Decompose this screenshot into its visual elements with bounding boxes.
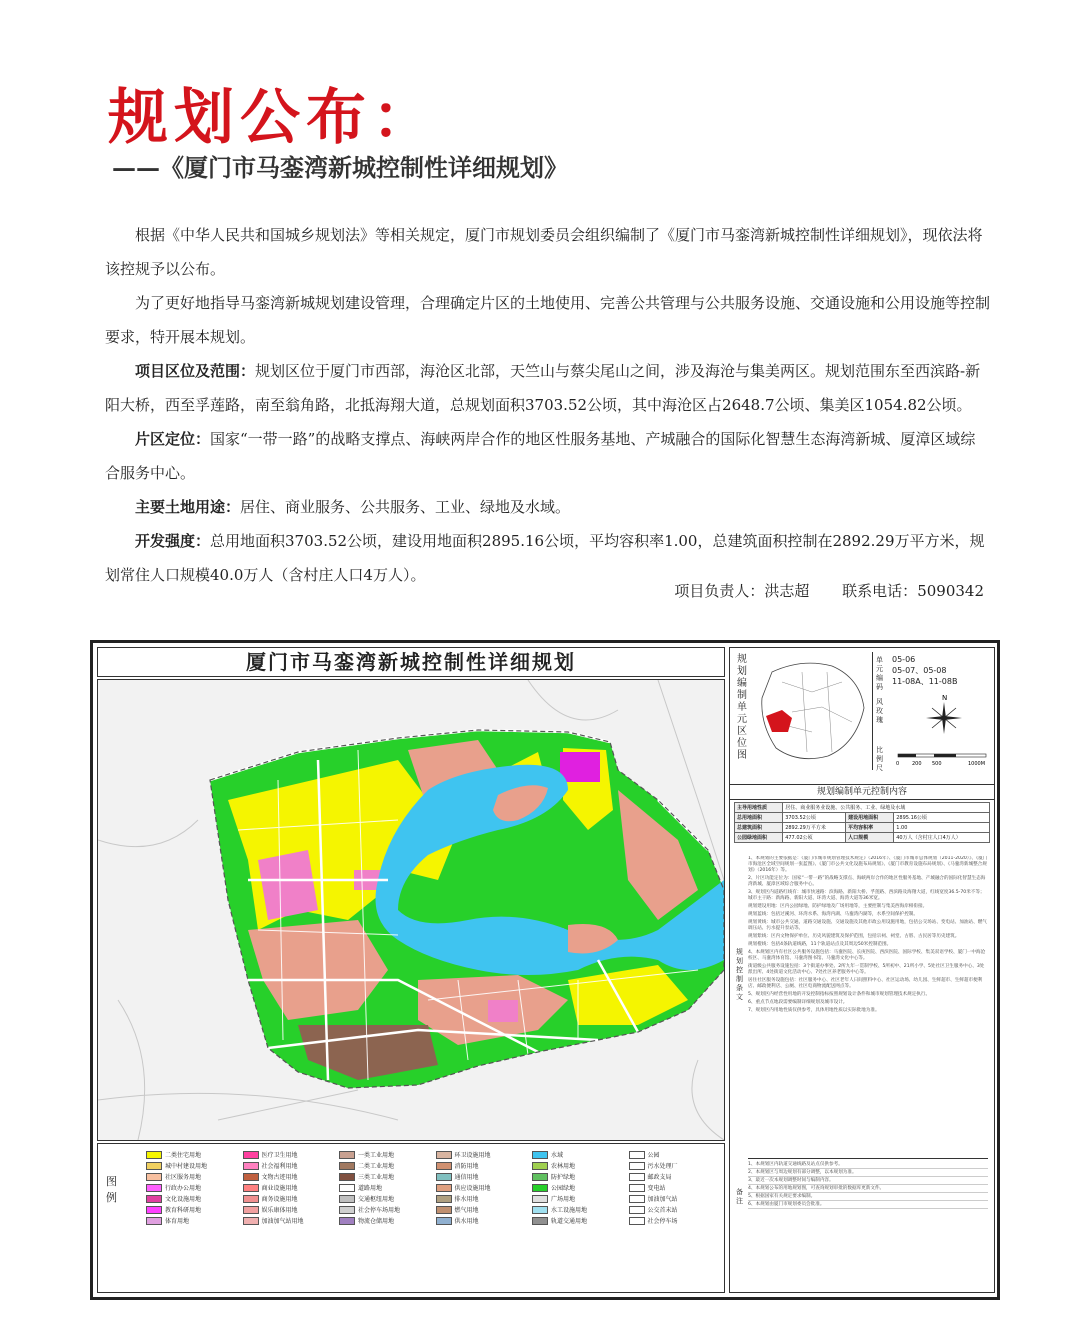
- legend-item: [243, 1150, 336, 1159]
- legend-swatch: [243, 1195, 259, 1203]
- table-cell: 平均容积率: [846, 823, 894, 833]
- note-item: 2、本规划区与周边规划有部分调整，以本规划为准。: [748, 1170, 988, 1177]
- legend-item-label: 文物古迹用地: [261, 1174, 298, 1181]
- scale-tick: 500: [932, 761, 942, 767]
- control-table: [734, 802, 990, 843]
- legend-swatch: [339, 1184, 355, 1192]
- scale-tick: 1000M: [968, 761, 986, 767]
- legend-item: [436, 1194, 529, 1203]
- legend-item: [436, 1172, 529, 1181]
- legend-item-label: 轨道交通用地: [551, 1218, 588, 1225]
- announcement-title: 规划公布：: [108, 83, 438, 153]
- legend-item-label: 加油加气站用地: [261, 1218, 304, 1225]
- legend-swatch: [339, 1173, 355, 1181]
- legend-item-label: 邮政支局: [647, 1174, 672, 1181]
- legend-grid: [146, 1150, 721, 1225]
- legend-item: [532, 1150, 625, 1159]
- legend-item: [146, 1216, 239, 1225]
- clause-item: 街道级公共服务设施包括：3个街道办事处、2所九年一贯制学校、5所初中、21所小学、5处社区卫生服务中心、3处派出所、4处街道文化活动中心、7处社区养老服务中心等。: [748, 964, 985, 975]
- legend-item-label: 水域: [551, 1152, 564, 1159]
- clause-item: 居住社区服务设施包括：社区服务中心、社区老年人日间照料中心、社区运动场、幼儿园、生鲜超市、生鲜超市便利店、邮政便利店、公厕、社区电商物流配送网点等。: [748, 978, 983, 989]
- unit-code-line: 11-08A、11-08B: [892, 677, 958, 686]
- legend-item: [146, 1150, 239, 1159]
- phone-label: 联系电话：: [842, 582, 918, 600]
- legend-item-label: 行政办公用地: [165, 1185, 202, 1192]
- legend-item-label: 水工设施用地: [551, 1207, 588, 1214]
- north-marker: N: [942, 694, 948, 702]
- legend-swatch: [629, 1206, 645, 1214]
- legend-item: [243, 1194, 336, 1203]
- legend-swatch: [532, 1173, 548, 1181]
- land-use-map-drawing: [98, 680, 724, 1140]
- legend-item-label: 城中村建设用地: [165, 1163, 208, 1170]
- legend-swatch: [146, 1206, 162, 1214]
- control-clauses: [748, 856, 988, 1156]
- landuse-paragraph: [105, 490, 990, 524]
- clause-item: 3、规划区内道路红线有：城市快速路：滨海路、新阳大桥、孚莲路、西滨路及海翔大道，红线宽度36.5-70米不等；城市主干路：新海路、新阳大道、环湾大道、海湾大道等36米宽。: [748, 890, 985, 901]
- legend-item: [243, 1216, 336, 1225]
- note-item: 4、本规划公布的用地规划图，可查询规划审批的数据库更新文件。: [748, 1186, 988, 1193]
- notes-label: 备注: [736, 1188, 743, 1205]
- landuse-label: 主要土地用途：: [135, 498, 241, 516]
- plan-subtitle: ——《厦门市马銮湾新城控制性详细规划》: [112, 153, 568, 182]
- legend-swatch: [629, 1173, 645, 1181]
- landuse-text: 居住、商业服务、公共服务、工业、绿地及水域。: [240, 498, 571, 516]
- note-item: 5、根据国家有关规定要求编制。: [748, 1194, 988, 1201]
- intensity-text: 总用地面积3703.52公顷，建设用地面积2895.16公顷，平均容积率1.00，总建筑面积控制在2892.29万平方米，规划常住人口规模40.0万人（含村庄人口4万人）。: [105, 532, 985, 584]
- legend-item: [532, 1161, 625, 1170]
- legend-swatch: [243, 1184, 259, 1192]
- legend-swatch: [629, 1195, 645, 1203]
- legend-swatch: [532, 1151, 548, 1159]
- legend-item-label: 物流仓储用地: [358, 1218, 395, 1225]
- table-row: [735, 823, 990, 833]
- manager-name: 洪志超: [764, 582, 810, 600]
- clause-item: 规划建设用地：区内公园绿地、防护绿地及广场用地等，主要控制与集美西海岸相衔接。: [748, 904, 928, 909]
- table-cell: 2892.29万平方米: [783, 823, 846, 833]
- legend-swatch: [146, 1195, 162, 1203]
- legend-swatch: [532, 1184, 548, 1192]
- legend-item-label: 商务设施用地: [261, 1196, 298, 1203]
- legend-swatch: [146, 1184, 162, 1192]
- legend-item: [629, 1194, 722, 1203]
- legend-item: [532, 1183, 625, 1192]
- unit-code: [892, 654, 957, 687]
- legend-swatch: [532, 1162, 548, 1170]
- legend-swatch: [146, 1151, 162, 1159]
- legend-swatch: [436, 1217, 452, 1225]
- wind-rose-label: 风玫瑰: [876, 698, 883, 724]
- positioning-label: 片区定位：: [135, 430, 211, 448]
- clause-item: 4、本规划区内有社区公共服务设施包括：马銮医院、长庚医院、西滨医院、国际学校、集美双语学校、厦门一中海沧校区、马銮湾体育馆、马銮湾图书馆、马銮湾文化中心等。: [748, 950, 986, 961]
- legend-item: [629, 1183, 722, 1192]
- clause-item: 2、片区功能定位为：国家“一带一路”的战略支撑点、海峡两岸合作的地区性服务基地、产城融合的国际化智慧生态海湾新城、厦漳区域综合服务中心。: [748, 876, 986, 887]
- legend-swatch: [532, 1217, 548, 1225]
- legend-item: [436, 1150, 529, 1159]
- legend-item-label: 燃气用地: [454, 1207, 479, 1214]
- legend-item: [532, 1205, 625, 1214]
- note-item: 3、最近一次本规划调整时间与编制内容。: [748, 1178, 988, 1185]
- legend-item-label: 体育用地: [165, 1218, 190, 1225]
- legend-item-label: 排水用地: [454, 1196, 479, 1203]
- legend-swatch: [532, 1195, 548, 1203]
- legend-item-label: 加油加气站: [647, 1196, 678, 1203]
- legend-item-label: 二类工业用地: [358, 1163, 395, 1170]
- legend-swatch: [629, 1162, 645, 1170]
- legend-item: [339, 1183, 432, 1192]
- legend-item-label: 文化设施用地: [165, 1196, 202, 1203]
- info-panel: [729, 647, 995, 1293]
- legend-item: [146, 1172, 239, 1181]
- legend-item: [532, 1172, 625, 1181]
- legend-swatch: [339, 1151, 355, 1159]
- legend-item-label: 公交首末站: [647, 1207, 678, 1214]
- legend-swatch: [629, 1184, 645, 1192]
- intensity-label: 开发强度：: [135, 532, 211, 550]
- legend-item: [629, 1205, 722, 1214]
- table-cell: 1.00: [894, 823, 990, 833]
- legend-item: [339, 1172, 432, 1181]
- legend-swatch: [629, 1217, 645, 1225]
- legend-item-label: 交通枢纽用地: [358, 1196, 395, 1203]
- unit-location-label: 规划编制单元区位图: [737, 654, 747, 761]
- manager-label: 项目负责人：: [674, 582, 765, 600]
- legend-item: [436, 1216, 529, 1225]
- legend-swatch: [532, 1206, 548, 1214]
- legend-item-label: 道路用地: [358, 1185, 383, 1192]
- positioning-paragraph: [105, 422, 990, 490]
- legend-item-label: 供水用地: [454, 1218, 479, 1225]
- legend-item-label: 公园绿地: [551, 1185, 576, 1192]
- table-cell: 居住、商业服务业设施、公共服务、工业、绿地及水域: [783, 803, 990, 813]
- location-label: 项目区位及范围：: [135, 362, 256, 380]
- unit-code-line: 05-06: [892, 655, 916, 664]
- legend-swatch: [243, 1151, 259, 1159]
- legend-item: [146, 1194, 239, 1203]
- legend-item: [629, 1150, 722, 1159]
- legend-item: [436, 1205, 529, 1214]
- unit-code-line: 05-07、05-08: [892, 666, 947, 675]
- clause-item: 规划黄线：城市公共交通、道路交通设施、交通设施及其他市政公用设施用地，包括公交场站、变电站、加油站、燃气调压站、污水提升泵站等。: [748, 920, 987, 931]
- purpose-paragraph: 为了更好地指导马銮湾新城规划建设管理，合理确定片区的土地使用、完善公共管理与公共服务设施、交通设施和公用设施等控制要求，特开展本规划。: [105, 294, 991, 346]
- table-row: [735, 833, 990, 843]
- note-item: 6、本规划由厦门市规划委员会批准。: [748, 1202, 988, 1209]
- legend-swatch: [629, 1151, 645, 1159]
- table-cell: 3703.52公顷: [783, 813, 846, 823]
- legend-swatch: [339, 1206, 355, 1214]
- legend-swatch: [436, 1173, 452, 1181]
- phone-number: 5090342: [917, 582, 984, 600]
- table-cell: 人口规模: [846, 833, 894, 843]
- notes-list: [748, 1158, 988, 1210]
- unit-location-map: [752, 652, 873, 770]
- legend-item-label: 社会停车场: [647, 1218, 678, 1225]
- legend-item-label: 供应设施用地: [454, 1185, 491, 1192]
- legend-item: [532, 1194, 625, 1203]
- table-cell: 建设用地面积: [846, 813, 894, 823]
- table-cell: 40万人（含村庄人口4万人）: [894, 833, 990, 843]
- table-cell: 公园绿地面积: [735, 833, 783, 843]
- legend-item: [436, 1183, 529, 1192]
- legend-item-label: 三类工业用地: [358, 1174, 395, 1181]
- table-cell: 主导用地性质: [735, 803, 783, 813]
- legend-swatch: [243, 1173, 259, 1181]
- legend-item-label: 防护绿地: [551, 1174, 576, 1181]
- legend-item: [436, 1161, 529, 1170]
- clause-item: 7、规划区内用地性质仅供参考，具体用地性质以实际批地为准。: [748, 1008, 880, 1013]
- scale-tick: 0: [896, 761, 900, 767]
- legend-item: [339, 1216, 432, 1225]
- legend-swatch: [436, 1162, 452, 1170]
- legend-swatch: [339, 1217, 355, 1225]
- legend-item-label: 环卫设施用地: [454, 1152, 491, 1159]
- map-title: 厦门市马銮湾新城控制性详细规划: [97, 647, 725, 677]
- clause-item: 1、本规划的主要依据是：《厦门市城市规划管理技术规定》（2016年）、《厦门市城市总体规划（2011-2020）》、《厦门市海沧区全域空间规划一张蓝图》、《厦门市公共文化设施布局规划》、《厦门市教育设施布局规划》、《马銮湾新城整合规划》（2016年）等。: [748, 856, 988, 873]
- legend-item-label: 广场用地: [551, 1196, 576, 1203]
- location-text: 规划区位于厦门市西部，海沧区北部，天竺山与蔡尖尾山之间，涉及海沧与集美两区。规划范围东至西滨路-新阳大桥，西至孚莲路，南至翁角路，北抵海翔大道，总规划面积3703.52公顷，其中海沧区占2648.7公顷、集美区1054.82公顷。: [105, 362, 981, 414]
- table-cell: 总建筑面积: [735, 823, 783, 833]
- scale-tick: 200: [912, 761, 922, 767]
- legend-swatch: [339, 1195, 355, 1203]
- legend-item: [146, 1161, 239, 1170]
- note-item: 1、本规划区内轨道交通线路及站点仅供参考。: [748, 1162, 988, 1169]
- intro-paragraph: 根据《中华人民共和国城乡规划法》等相关规定，厦门市规划委员会组织编制了《厦门市马銮湾新城控制性详细规划》，现依法将该控规予以公布。: [105, 226, 983, 278]
- clause-item: 6、重点节点地段需要编制详细规划及城市设计。: [748, 1000, 848, 1005]
- plan-map-sheet: [90, 640, 1000, 1300]
- land-use-map: [97, 679, 725, 1141]
- legend-item-label: 二类住宅用地: [165, 1152, 202, 1159]
- legend-swatch: [436, 1184, 452, 1192]
- table-cell: 2895.16公顷: [894, 813, 990, 823]
- clause-item: 规划蓝线：包括过溪河、环湾水系、海湾内湖、马銮湾内湖等，水系空间保护控制。: [748, 912, 918, 917]
- legend-swatch: [146, 1217, 162, 1225]
- legend-item: [243, 1183, 336, 1192]
- legend-item-label: 变电站: [647, 1185, 666, 1192]
- positioning-text: 国家“一带一路”的战略支撑点、海峡两岸合作的地区性服务基地、产城融合的国际化智慧生态海湾新城、厦漳区域综合服务中心。: [105, 430, 976, 482]
- clause-item: 规划橙线：包括4条轨道线路，11个轨道站点及其周边50米控制范围。: [748, 942, 892, 947]
- table-cell: 总用地面积: [735, 813, 783, 823]
- scale-label: 比例尺: [876, 746, 883, 772]
- legend-item-label: 医疗卫生用地: [261, 1152, 298, 1159]
- legend-swatch: [436, 1206, 452, 1214]
- legend-item-label: 商业设施用地: [261, 1185, 298, 1192]
- legend-item: [629, 1216, 722, 1225]
- legend-item-label: 娱乐康体用地: [261, 1207, 298, 1214]
- legend-item: [243, 1205, 336, 1214]
- contact-line: [662, 580, 984, 601]
- legend-item-label: 社区服务用地: [165, 1174, 202, 1181]
- legend-swatch: [243, 1162, 259, 1170]
- scale-bar: [894, 752, 992, 770]
- legend-swatch: [243, 1206, 259, 1214]
- legend-item: [146, 1183, 239, 1192]
- legend-item: [243, 1161, 336, 1170]
- legend-swatch: [436, 1195, 452, 1203]
- location-paragraph: [105, 354, 990, 422]
- legend-item: [146, 1205, 239, 1214]
- legend-label: 图例: [106, 1175, 117, 1204]
- legend-item: [339, 1150, 432, 1159]
- map-legend: [97, 1143, 725, 1293]
- legend-swatch: [146, 1173, 162, 1181]
- legend-item-label: 消防用地: [454, 1163, 479, 1170]
- legend-item: [532, 1216, 625, 1225]
- legend-item: [339, 1205, 432, 1214]
- legend-item: [629, 1161, 722, 1170]
- legend-item-label: 公园: [647, 1152, 660, 1159]
- legend-item-label: 污水处理厂: [647, 1163, 678, 1170]
- legend-swatch: [146, 1162, 162, 1170]
- table-cell: 477.02公顷: [783, 833, 846, 843]
- unit-location-drawing: [752, 652, 870, 768]
- table-row: [735, 803, 990, 813]
- legend-item-label: 一类工业用地: [358, 1152, 395, 1159]
- legend-swatch: [436, 1151, 452, 1159]
- legend-swatch: [339, 1162, 355, 1170]
- clause-item: 规划紫线：区内文物保护单位、历史风貌建筑及保护范围，包括宗祠、祠堂、古厝、古民居等历史建筑。: [748, 934, 960, 939]
- table-row: [735, 813, 990, 823]
- clauses-label: 规划控制条文: [736, 948, 743, 1001]
- legend-item-label: 社会福利用地: [261, 1163, 298, 1170]
- control-content-title: 规划编制单元控制内容: [730, 784, 994, 800]
- unit-code-label: 单元编码: [876, 656, 883, 691]
- legend-item: [629, 1172, 722, 1181]
- wind-rose-icon: [916, 692, 972, 742]
- legend-item-label: 教育科研用地: [165, 1207, 202, 1214]
- legend-item: [339, 1194, 432, 1203]
- legend-item: [339, 1161, 432, 1170]
- legend-item-label: 农林用地: [551, 1163, 576, 1170]
- legend-item-label: 通信用地: [454, 1174, 479, 1181]
- clause-item: 5、规划区内经营性用地的开发控制指标按照规划设计条件和城市规划管理技术规定执行。: [748, 992, 931, 997]
- legend-item-label: 社会停车场用地: [358, 1207, 401, 1214]
- legend-swatch: [243, 1217, 259, 1225]
- announcement-body: [105, 218, 990, 592]
- legend-item: [243, 1172, 336, 1181]
